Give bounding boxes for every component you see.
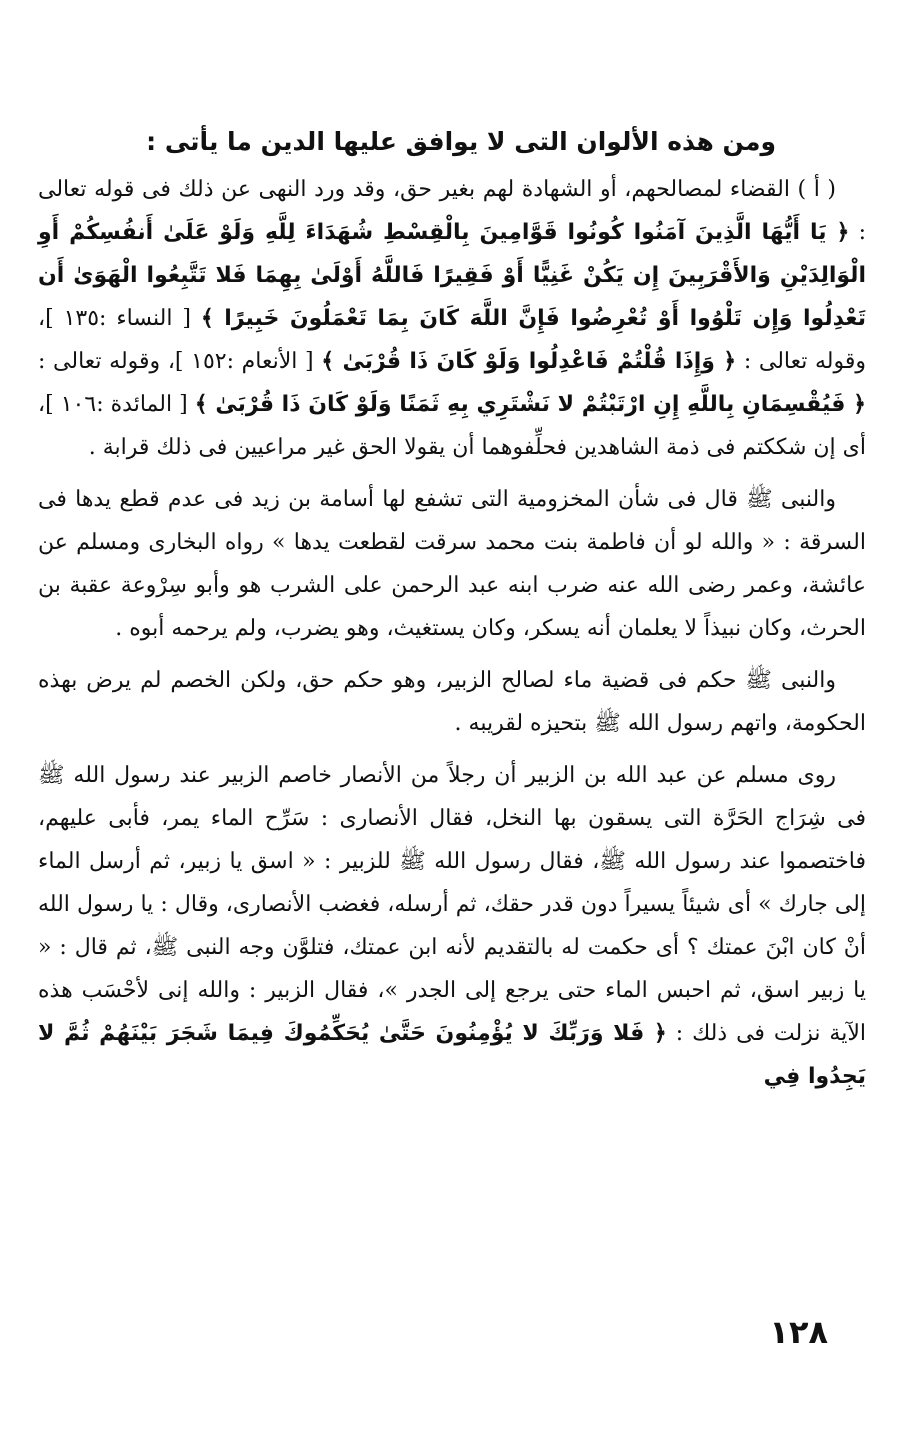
section-heading: ومن هذه الألوان التى لا يوافق عليها الدين ما يأتى : <box>146 127 776 156</box>
paragraph-1 <box>38 168 866 469</box>
quran-verse: ﴿ يَا أَيُّهَا الَّذِينَ آمَنُوا كُونُوا قَوَّامِينَ بِالْقِسْطِ شُهَدَاءَ لِلَّهِ وَلَوْ عَلَىٰ أَنفُسِكُمْ أَوِ الْوَالِدَيْنِ وَالأَقْرَبِينَ إِن يَكُنْ غَنِيًّا أَوْ فَقِيرًا فَاللَّهُ أَوْلَىٰ بِهِمَا فَلا تَتَّبِعُوا الْهَوَىٰ أَن تَعْدِلُوا وَإِن تَلْوُوا أَوْ تُعْرِضُوا فَإِنَّ اللَّهَ كَانَ بِمَا تَعْمَلُونَ خَبِيرًا ﴾ <box>38 220 866 331</box>
citation-text: [ النساء :١٣٥ ]، وقوله تعالى : <box>38 306 867 374</box>
paragraph-text: روى مسلم عن عبد الله بن الزبير أن رجلاً من الأنصار خاصم الزبير عند رسول الله ﷺ فى شِرَاج الحَرَّة التى يسقون بها النخل، فقال الأنصارى : سَرِّح الماء يمر، فأبى عليهم، فاختصموا عند رسول الله ﷺ، فقال رسول الله ﷺ للزبير : « اسق يا زبير، ثم أرسل الماء إلى جارك » أى شيئاً يسيراً دون قدر حقك، ثم أرسله، فغضب الأنصارى، وقال : يا رسول الله أنْ كان ابْنَ عمتك ؟ أى حكمت له بالتقديم لأنه ابن عمتك، فتلوَّن وجه النبى ﷺ، ثم قال : « يا زبير اسق، ثم احبس الماء حتى يرجع إلى الجدر »، فقال الزبير : والله إنى لأحْسَب هذه الآية نزلت فى ذلك : <box>38 763 866 1046</box>
quran-verse: ﴿ فَلا وَرَبِّكَ لا يُؤْمِنُونَ حَتَّىٰ يُحَكِّمُوكَ فِيمَا شَجَرَ بَيْنَهُمْ ثُمَّ لا يَجِدُوا فِي <box>38 1021 866 1089</box>
paragraph-2: والنبى ﷺ قال فى شأن المخزومية التى تشفع لها أسامة بن زيد فى عدم قطع يدها فى السرقة : « والله لو أن فاطمة بنت محمد سرقت لقطعت يدها » رواه البخارى ومسلم عن عائشة، وعمر رضى الله عنه ضرب ابنه عبد الرحمن على الشرب هو وأبو سِرْوعة عقبة بن الحرث، وكان نبيذاً لا يعلمان أنه يسكر، وكان يستغيث، وهو يضرب، ولم يرحمه أبوه . <box>38 487 866 641</box>
paragraph-text: [ المائدة :١٠٦ ]، أى إن شككتم فى ذمة الشاهدين فحلِّفوهما أن يقولا الحق غير مراعيين فى ذلك قرابة . <box>38 392 866 460</box>
paragraph-text: ( أ ) القضاء لمصالحهم، أو الشهادة لهم بغير حق، وقد ورد النهى عن ذلك فى قوله تعالى : <box>38 177 867 245</box>
page-number: ١٢٨ <box>769 1313 828 1351</box>
paragraph-3: والنبى ﷺ حكم فى قضية ماء لصالح الزبير، وهو حكم حق، ولكن الخصم لم يرض بهذه الحكومة، واتهم رسول الله ﷺ بتحيزه لقريبه . <box>38 668 866 736</box>
citation-text: [ الأنعام :١٥٢ ]، وقوله تعالى : <box>38 349 322 374</box>
body-text <box>38 168 866 1107</box>
quran-verse: ﴿ وَإِذَا قُلْتُمْ فَاعْدِلُوا وَلَوْ كَانَ ذَا قُرْبَىٰ ﴾ <box>321 349 737 374</box>
paragraph-4 <box>38 754 866 1098</box>
quran-verse: ﴿ فَيُقْسِمَانِ بِاللَّهِ إِنِ ارْتَبْتُمْ لا نَشْتَرِي بِهِ ثَمَنًا وَلَوْ كَانَ ذَا قُرْبَىٰ ﴾ <box>194 392 866 417</box>
